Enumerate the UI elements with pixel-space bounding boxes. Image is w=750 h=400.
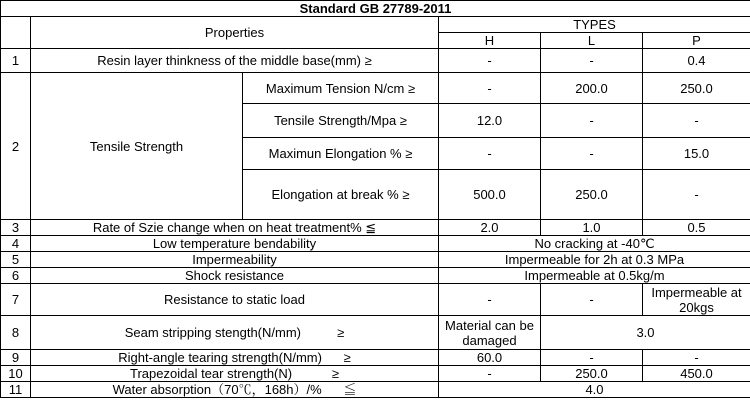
header-type-h: H [439,33,541,49]
value-p: 250.0 [643,73,750,104]
value-h: - [439,284,541,316]
value-l: - [541,104,643,138]
value-p: - [643,170,750,220]
header-properties: Properties [31,17,439,49]
table-row [1,49,750,73]
value-p: 0.4 [643,49,750,73]
value-l: - [541,284,643,316]
header-type-l: L [541,33,643,49]
row-label: Impermeability [31,252,439,268]
table-row [1,252,750,268]
value-h: - [439,366,541,382]
row-label: Resistance to static load [31,284,439,316]
row-number: 8 [1,316,31,350]
value-h: - [439,138,541,170]
row-number: 3 [1,220,31,236]
row-number: 10 [1,366,31,382]
value-l: - [541,49,643,73]
sub-label: Tensile Strength/Mpa ≥ [243,104,439,138]
row-number: 4 [1,236,31,252]
table-row [1,284,750,316]
row-number: 2 [1,73,31,220]
row-label: Right-angle tearing strength(N/mm) ≥ [31,350,439,366]
table-row [1,73,750,104]
header-type-p: P [643,33,750,49]
value-l: 1.0 [541,220,643,236]
table-row [1,220,750,236]
value-l: 250.0 [541,366,643,382]
row-label: Tensile Strength [31,73,243,220]
sub-label: Elongation at break % ≥ [243,170,439,220]
value-p: - [643,350,750,366]
row-number: 5 [1,252,31,268]
row-label: Seam stripping stength(N/mm) ≥ [31,316,439,350]
row-label: Trapezoidal tear strength(N) ≥ [31,366,439,382]
value-p: 15.0 [643,138,750,170]
header-num-blank [1,17,31,49]
table-row [1,382,750,398]
value-l: 200.0 [541,73,643,104]
value-l: 250.0 [541,170,643,220]
sub-label: Maximum Tension N/cm ≥ [243,73,439,104]
row-number: 9 [1,350,31,366]
row-label: Shock resistance [31,268,439,284]
row-number: 6 [1,268,31,284]
row-number: 11 [1,382,31,398]
value-l: - [541,350,643,366]
value-h: 12.0 [439,104,541,138]
value-all-types: Impermeable for 2h at 0.3 MPa [439,252,750,268]
value-h: 2.0 [439,220,541,236]
sub-label: Maximun Elongation % ≥ [243,138,439,170]
value-l: - [541,138,643,170]
row-label: Rate of Szie change when on heat treatment% ≦ [31,220,439,236]
row-number: 7 [1,284,31,316]
value-p: 450.0 [643,366,750,382]
value-all-types: 4.0 [439,382,750,398]
value-p: Impermeable at 20kgs [643,284,750,316]
value-h: - [439,73,541,104]
value-l-p: 3.0 [541,316,750,350]
value-all-types: No cracking at -40℃ [439,236,750,252]
row-number: 1 [1,49,31,73]
header-types: TYPES [439,17,750,33]
value-p: 0.5 [643,220,750,236]
value-h: 60.0 [439,350,541,366]
table-row [1,316,750,350]
table-row [1,366,750,382]
value-all-types: Impermeable at 0.5kg/m [439,268,750,284]
table-row [1,236,750,252]
table-row [1,268,750,284]
row-label: Low temperature bendability [31,236,439,252]
table-row [1,350,750,366]
value-p: - [643,104,750,138]
row-label: Resin layer thinkness of the middle base(mm) ≥ [31,49,439,73]
value-h: 500.0 [439,170,541,220]
row-label: Water absorption（70℃，168h）/% ≦ [31,382,439,398]
value-h: - [439,49,541,73]
value-h: Material can be damaged [439,316,541,350]
table-title: Standard GB 27789-2011 [1,1,750,17]
